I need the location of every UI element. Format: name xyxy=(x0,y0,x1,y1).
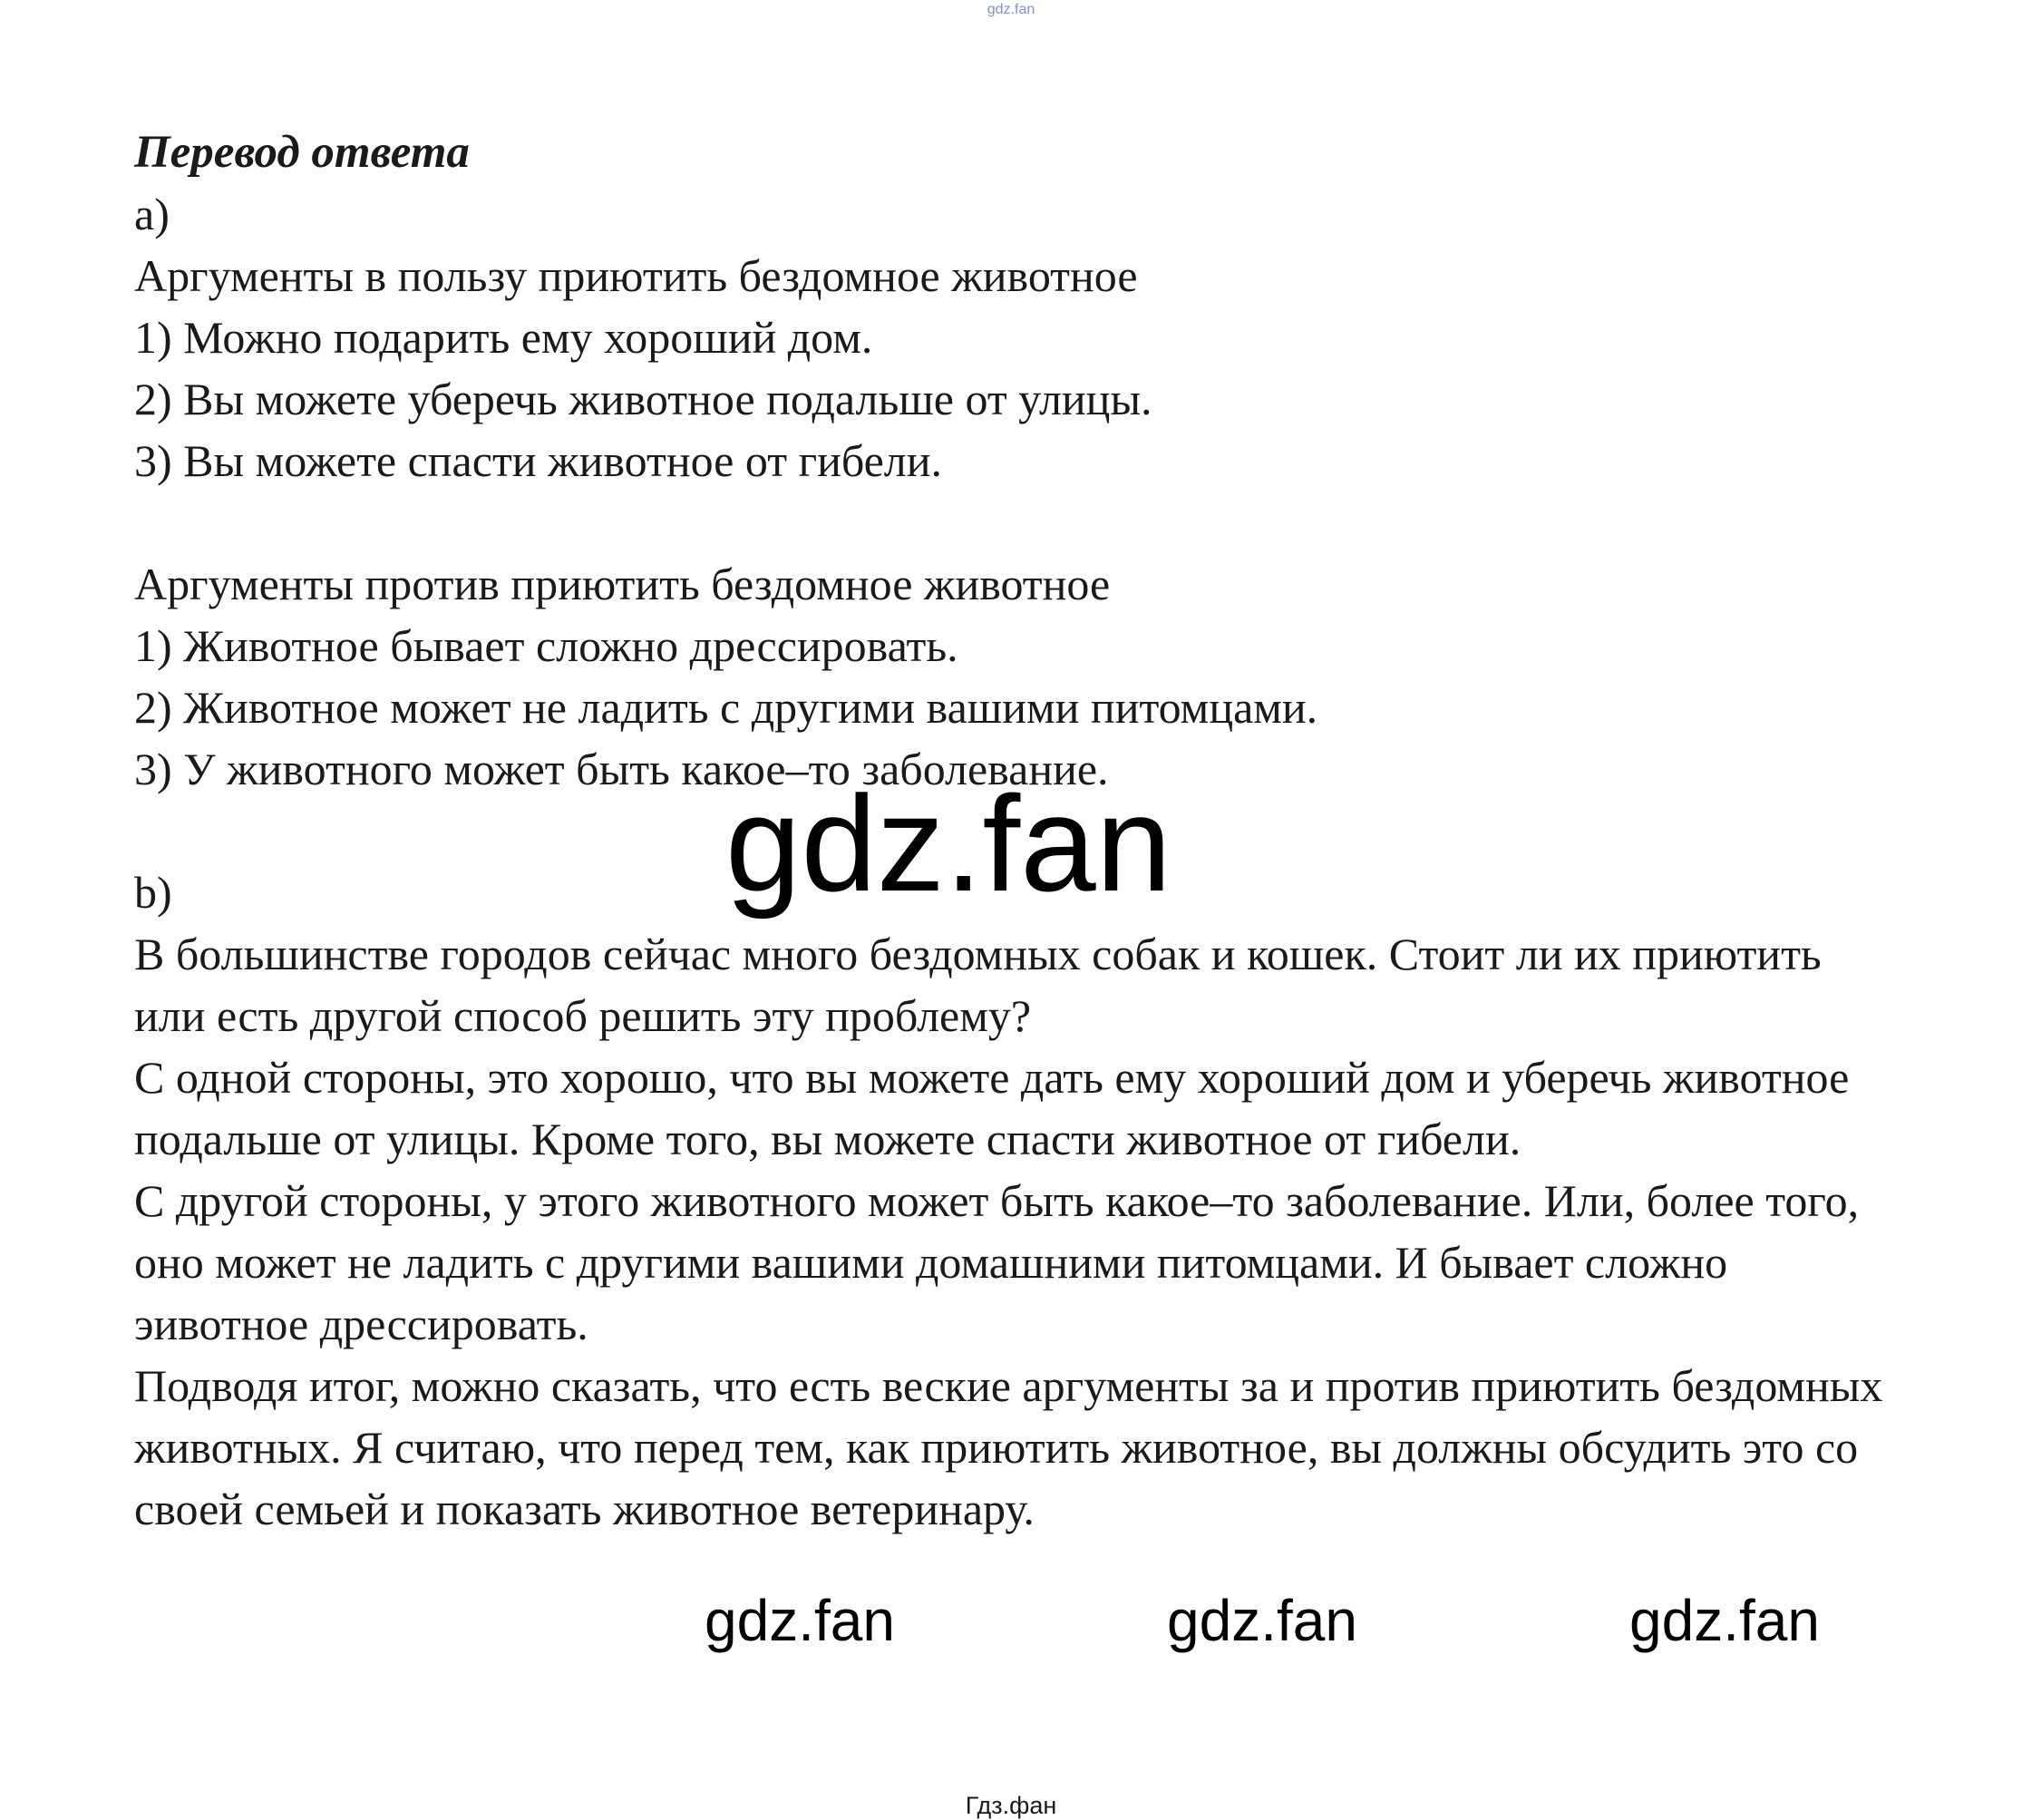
con-argument-item: 3) У животного может быть какое–то заболевание. xyxy=(134,744,1109,794)
small-watermark: gdz.fan xyxy=(1167,1588,1357,1653)
pro-arguments-title: Аргументы в пользу приютить бездомное животное xyxy=(134,250,1138,301)
footer-watermark: Гдз.фан xyxy=(965,1792,1057,1819)
large-watermark: gdz.fan xyxy=(725,767,1172,920)
section-a-label: a) xyxy=(134,189,170,239)
essay-paragraph: С одной стороны, это хорошо, что вы можете дать ему хороший дом и уберечь животное подальше от улицы. Кроме того, вы можете спасти животное от гибели. xyxy=(134,1052,1850,1164)
con-argument-item: 2) Животное может не ладить с другими вашими питомцами. xyxy=(134,682,1318,733)
essay-paragraph: С другой стороны, у этого животного может быть какое–то заболевание. Или, более того, оно может не ладить с другими вашими домашними питомцами. И бывает сложно эивотное дрессировать. xyxy=(134,1175,1860,1349)
spacer xyxy=(134,491,1911,553)
con-argument-item: 1) Животное бывает сложно дрессировать. xyxy=(134,620,958,671)
pro-argument-item: 1) Можно подарить ему хороший дом. xyxy=(134,312,873,363)
page-title: Перевод ответа xyxy=(134,127,470,178)
section-b-label: b) xyxy=(134,867,172,918)
small-watermark: gdz.fan xyxy=(705,1588,895,1653)
con-arguments-title: Аргументы против приютить бездомное животное xyxy=(134,559,1111,609)
pro-argument-item: 2) Вы можете уберечь животное подальше от улицы. xyxy=(134,374,1152,424)
top-watermark: gdz.fan xyxy=(987,2,1035,17)
essay-paragraph: В большинстве городов сейчас много бездомных собак и кошек. Стоит ли их приютить или есть другой способ решить эту проблему? xyxy=(134,929,1822,1041)
essay-paragraph: Подводя итог, можно сказать, что есть веские аргументы за и против приютить бездомных животных. Я считаю, что перед тем, как приютить животное, вы должны обсудить это со своей семьей и показать животное ветеринару. xyxy=(134,1360,1883,1534)
small-watermark: gdz.fan xyxy=(1629,1588,1820,1653)
pro-argument-item: 3) Вы можете спасти животное от гибели. xyxy=(134,435,943,486)
